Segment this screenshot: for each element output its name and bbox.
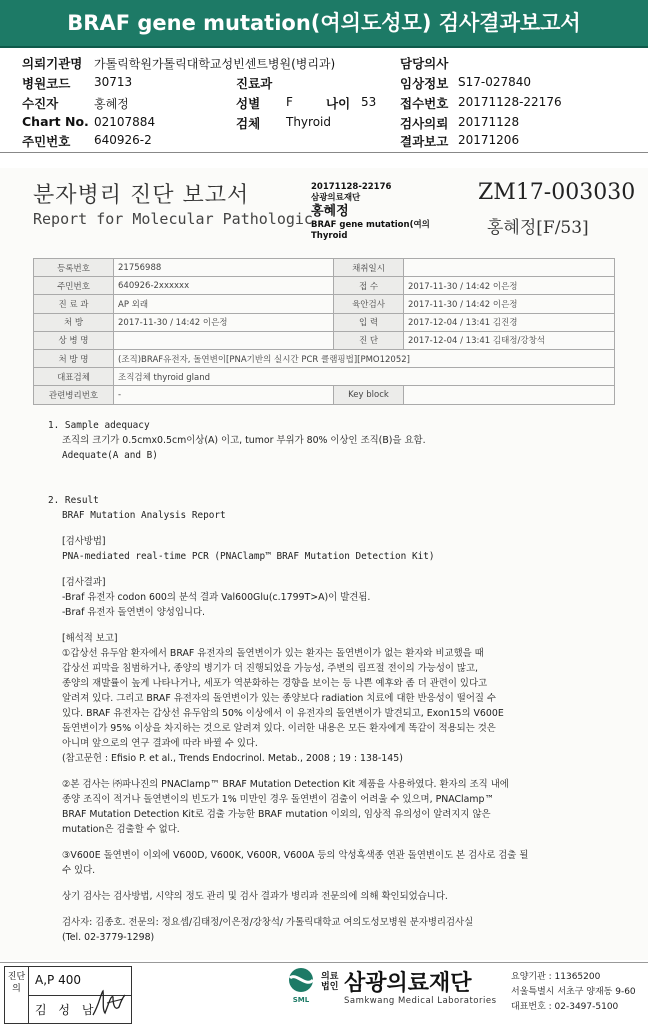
requested-value: 20171128: [458, 115, 520, 129]
table-row: [34, 313, 615, 331]
table-cell: 2017-12-04 / 13:41 김태정/강창석: [404, 331, 615, 349]
reported-value: 20171206: [458, 133, 520, 147]
org-prefix-line1: 의료: [321, 972, 339, 982]
report-title-ko: 분자병리 진단 보고서: [33, 183, 250, 208]
org-name-en: Samkwang Medical Laboratories: [344, 996, 497, 1006]
age-label: 나이: [326, 96, 351, 111]
table-cell: 대표검체: [34, 368, 114, 386]
subheading: [검사결과]: [62, 577, 106, 588]
requester-value: 가톨릭학원가톨릭대학교성빈센트병원(병리과): [94, 57, 336, 71]
paragraph: 조직의 크기가 0.5cmx0.5cm이상(A) 이고, tumor 부위가 80% 이상인 조직(B)을 요함.: [62, 435, 426, 446]
sex-value: F: [286, 95, 293, 109]
paragraph: 있다. BRAF 유전자는 갑상선 유두암의 50% 이상에서 이 유전자의 돌연변이가 발견되고, Exon15의 V600E: [62, 708, 504, 719]
table-cell: 입 력: [334, 313, 404, 331]
table-row: [34, 259, 615, 277]
table-cell: 2017-11-30 / 14:42 이은정: [114, 313, 334, 331]
table-cell: [114, 331, 334, 349]
chart-label: Chart No.: [22, 114, 89, 129]
section-title: 2. Result: [48, 495, 99, 506]
table-cell: 육안검사: [334, 295, 404, 313]
sml-logo-icon: [284, 966, 318, 1004]
table-cell: 처 방 명: [34, 349, 114, 367]
table-cell: AP 외래: [114, 295, 334, 313]
subheading: [검사방법]: [62, 536, 106, 547]
requested-label: 검사의뢰: [400, 116, 449, 131]
table-cell: -: [114, 386, 334, 404]
report-title-en: Report for Molecular Pathologic: [33, 210, 313, 228]
paragraph: 갑상선 피막을 침범하거나, 종양의 병기가 더 진행되었을 가능성, 주변의 림프절 전이의 가능성이 많고,: [62, 663, 479, 674]
org-address: 서울특별시 서초구 양재동 9-60: [511, 987, 636, 997]
clinical-label: 임상정보: [400, 76, 449, 91]
chart-value: 02107884: [94, 115, 156, 129]
specimen-label: 검체: [236, 116, 261, 131]
org-phone: 대표번호 : 02-3497-5100: [511, 1002, 619, 1012]
header-divider: [0, 152, 648, 153]
hospital-code-label: 병원코드: [22, 76, 71, 91]
report-title-bar: BRAF gene mutation(여의도성모) 검사결과보고서: [0, 0, 648, 46]
signers: 검사자: 김종호. 전문의: 정요셉/김태정/이은정/강창석/ 가톨릭대학교 여의도성모병원 분자병리검사실: [62, 917, 474, 928]
table-row: [34, 349, 615, 367]
closing-statement: 상기 검사는 검사방법, 시약의 정도 관리 및 검사 결과가 병리과 전문의에 의해 확인되었습니다.: [62, 891, 448, 902]
paragraph: BRAF Mutation Analysis Report: [62, 510, 226, 521]
table-row: [34, 386, 615, 404]
table-row: [34, 295, 615, 313]
table-row: [34, 331, 615, 349]
paragraph: mutation은 검출할 수 없다.: [62, 824, 180, 835]
specimen-label-sticker: [311, 182, 443, 242]
paragraph: 돌연변이가 95% 이상을 차지하는 것으로 알려져 있다. 이러한 내용은 모든 환자에게 똑같이 적용되는 것은: [62, 723, 496, 734]
paragraph: 수 있다.: [62, 865, 96, 876]
report-body: [48, 418, 628, 945]
sticker-line2: 삼광의료재단: [311, 193, 361, 203]
report-number: ZM17-003030: [478, 180, 636, 205]
table-cell: 조직검체 thyroid gland: [114, 368, 615, 386]
specimen-value: Thyroid: [286, 115, 331, 129]
sticker-line1: 20171128-22176: [311, 182, 392, 192]
table-cell: 2017-11-30 / 14:42 이은정: [404, 295, 615, 313]
paragraph: BRAF Mutation Detection Kit로 검출 가능한 BRAF mutation 이외의, 임상적 유의성이 알려지지 않은: [62, 809, 491, 820]
physician-license: A,P 400: [35, 973, 81, 987]
sticker-line4: BRAF gene mutation(여의: [311, 220, 430, 230]
table-cell: 640926-2xxxxxx: [114, 277, 334, 295]
reported-label: 결과보고: [400, 134, 449, 149]
paragraph: PNA-mediated real-time PCR (PNAClamp™ BRAF Mutation Detection Kit): [62, 551, 435, 562]
recipient-label: 수진자: [22, 96, 59, 111]
section-title: 1. Sample adequacy: [48, 420, 150, 431]
table-row: [34, 277, 615, 295]
received-label: 접수번호: [400, 96, 449, 111]
sticker-line3: 홍혜정: [311, 204, 349, 219]
paragraph: ①갑상선 유두암 환자에서 BRAF 유전자의 돌연변이가 있는 환자는 돌연변이가 없는 환자와 비교했을 때: [62, 648, 484, 659]
org-contact: [511, 970, 636, 1015]
table-cell: [404, 259, 615, 277]
physician-signature-box: [4, 966, 132, 1024]
table-cell: (조직)BRAF유전자, 돌연변이[PNA기반의 실시간 PCR 클램핑법][PMO12052]: [114, 349, 615, 367]
table-cell: 상 병 명: [34, 331, 114, 349]
patient-header: [0, 48, 648, 150]
table-cell: 진 료 과: [34, 295, 114, 313]
table-cell: 주민번호: [34, 277, 114, 295]
paragraph: 알려져 있다. 그리고 BRAF 유전자의 돌연변이가 있는 종양보다 radiation 치료에 대한 반응성이 떨어질 수: [62, 693, 496, 704]
subheading: [해석적 보고]: [62, 633, 118, 644]
table-row: [34, 368, 615, 386]
table-cell: 처 방: [34, 313, 114, 331]
paragraph: 아니며 앞으로의 연구 결과에 따라 바뀔 수 있다.: [62, 738, 258, 749]
paragraph: ③V600E 돌연변이 이외에 V600D, V600K, V600R, V600A 등의 악성흑색종 연관 돌연변이도 본 검사로 검출 될: [62, 850, 529, 861]
doctor-label: 담당의사: [400, 56, 449, 71]
org-prefix: [321, 972, 338, 992]
logo-text: SML: [292, 996, 310, 1004]
report-patient: 홍혜정[F/53]: [487, 218, 589, 238]
registration-table: [33, 258, 615, 405]
table-cell: 2017-11-30 / 14:42 이은정: [404, 277, 615, 295]
table-cell: Key block: [334, 386, 404, 404]
table-cell: 진 단: [334, 331, 404, 349]
sticker-line5: Thyroid: [311, 231, 348, 241]
dept-label: 진료과: [236, 76, 273, 91]
table-cell: 21756988: [114, 259, 334, 277]
requester-label: 의뢰기관명: [22, 56, 83, 71]
paragraph: 종양 조직이 적거나 돌연변이의 빈도가 1% 미만인 경우 돌연변이 검출이 어려울 수 있으며, PNAClamp™: [62, 794, 494, 805]
facility-code: 요양기관 : 11365200: [511, 972, 601, 982]
received-value: 20171128-22176: [458, 95, 562, 109]
org-prefix-line2: 법인: [321, 982, 339, 992]
paragraph: (참고문헌 : Efisio P. et al., Trends Endocrinol. Metab., 2008 ; 19 : 138-145): [62, 753, 403, 764]
physician-side-label: 진단의: [5, 967, 29, 1023]
hospital-code-value: 30713: [94, 75, 133, 89]
resident-id-value: 640926-2: [94, 133, 152, 147]
age-value: 53: [361, 95, 377, 109]
paragraph: -Braf 유전자 돌연변이 양성입니다.: [62, 607, 205, 618]
paragraph: Adequate(A and B): [62, 450, 158, 461]
resident-id-label: 주민번호: [22, 134, 71, 149]
table-cell: 등록번호: [34, 259, 114, 277]
table-cell: [404, 386, 615, 404]
table-cell: 채취일시: [334, 259, 404, 277]
paragraph: 종양의 재발률이 높게 나타나거나, 세포가 역분화하는 경향을 보이는 등 나쁜 예후와 좀 더 관련이 있다고: [62, 678, 488, 689]
table-cell: 관련병리번호: [34, 386, 114, 404]
paragraph: -Braf 유전자 codon 600의 분석 결과 Val600Glu(c.1799T>A)이 발견됨.: [62, 592, 371, 603]
paragraph: ②본 검사는 ㈜파나진의 PNAClamp™ BRAF Mutation Detection Kit 제품을 사용하였다. 환자의 조직 내에: [62, 779, 509, 790]
clinical-value: S17-027840: [458, 75, 532, 89]
table-cell: 2017-12-04 / 13:41 김진경: [404, 313, 615, 331]
recipient-value: 홍혜정: [94, 97, 129, 111]
phone-number: (Tel. 02-3779-1298): [62, 932, 155, 943]
table-cell: 접 수: [334, 277, 404, 295]
sex-label: 성별: [236, 96, 261, 111]
org-name: 삼광의료재단: [344, 971, 472, 996]
footer-divider: [0, 962, 648, 963]
handwritten-signature: [89, 985, 129, 1021]
physician-name: 김 성 남: [35, 1003, 98, 1017]
